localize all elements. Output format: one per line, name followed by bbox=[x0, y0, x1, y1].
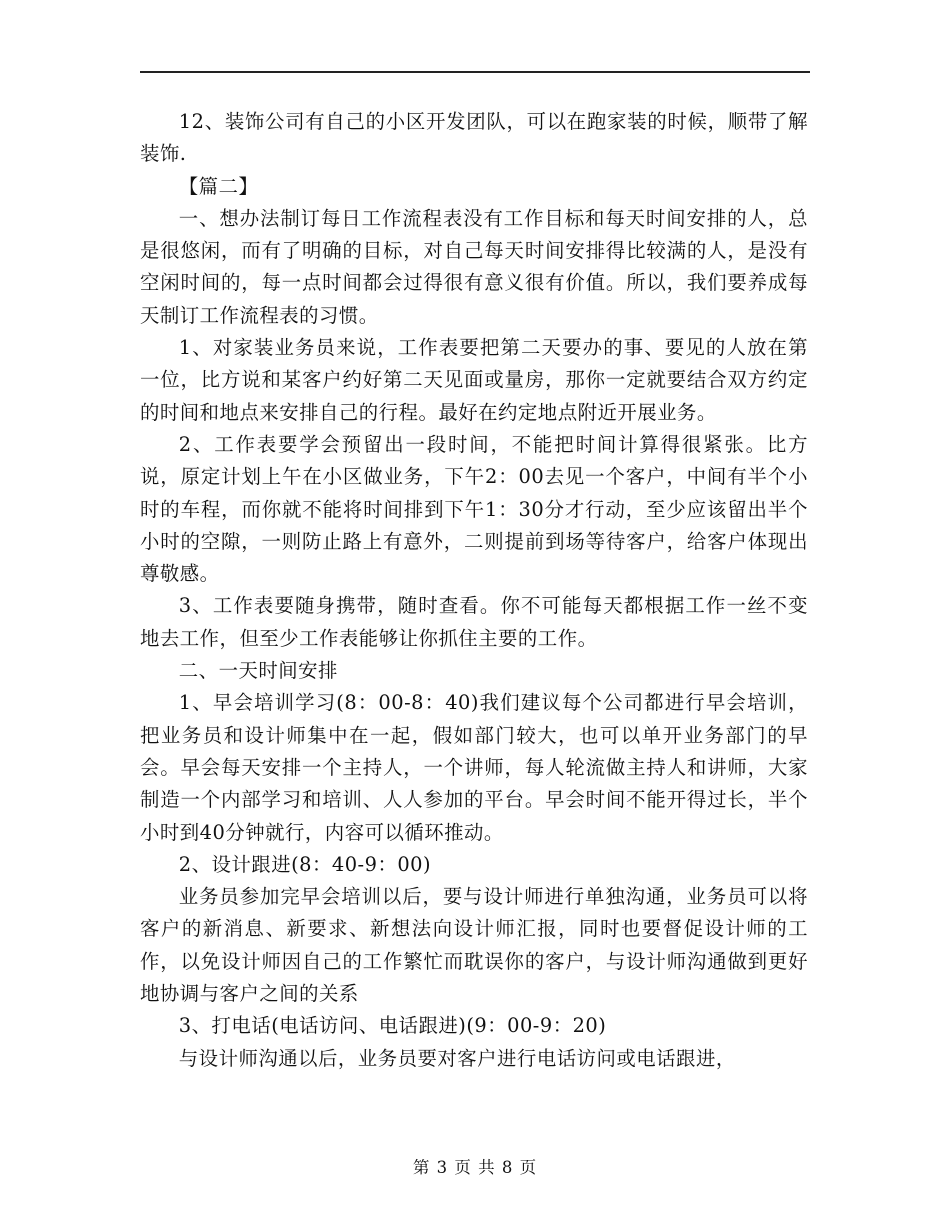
paragraph-phone-calls: 与设计师沟通以后，业务员要对客户进行电话访问或电话跟进， bbox=[178, 1046, 736, 1070]
paragraph-item-12: 12、装饰公司有自己的小区开发团队，可以在跑家装的时候，顺带了解装饰. bbox=[140, 110, 808, 166]
paragraph-design-followup: 业务员参加完早会培训以后，要与设计师进行单独沟通，业务员可以将客户的新消息、新要求、新想法向设计师汇报，同时也要督促设计师的工作，以免设计师因自己的工作繁忙而耽误你的客户，与设计师沟通做到更好地协调与客户之间的关系 bbox=[140, 885, 808, 1006]
document-body bbox=[140, 106, 808, 1075]
subheading-phone-calls: 3、打电话(电话访问、电话跟进)(9：00-9：20) bbox=[178, 1014, 607, 1038]
section-heading-part-two: 【篇二】 bbox=[178, 174, 259, 198]
paragraph-point-2: 2、工作表要学会预留出一段时间，不能把时间计算得很紧张。比方说，原定计划上午在小区做业务，下午2：00去见一个客户，中间有半个小时的车程，而你就不能将时间排到下午1：30分才行动，至少应该留出半个小时的空隙，一则防止路上有意外，二则提前到场等待客户，给客户体现出尊敬感。 bbox=[140, 432, 808, 586]
header-rule bbox=[140, 71, 810, 73]
page-number-footer: 第 3 页 共 8 页 bbox=[412, 1158, 538, 1177]
paragraph-point-1: 1、对家装业务员来说，工作表要把第二天要办的事、要见的人放在第一位，比方说和某客户约好第二天见面或量房，那你一定就要结合双方约定的时间和地点来安排自己的行程。最好在约定地点附近开展业务。 bbox=[140, 336, 808, 424]
paragraph-point-3: 3、工作表要随身携带，随时查看。你不可能每天都根据工作一丝不变地去工作，但至少工作表能够让你抓住主要的工作。 bbox=[140, 594, 808, 650]
section-heading-daily-schedule: 二、一天时间安排 bbox=[178, 659, 338, 683]
paragraph-morning-meeting: 1、早会培训学习(8：00-8：40)我们建议每个公司都进行早会培训，把业务员和设计师集中在一起，假如部门较大，也可以单开业务部门的早会。早会每天安排一个主持人，一个讲师，每人轮流做主持人和讲师，大家制造一个内部学习和培训、人人参加的平台。早会时间不能开得过长，半个小时到40分钟就行，内容可以循环推动。 bbox=[140, 691, 808, 844]
subheading-design-followup: 2、设计跟进(8：40-9：00) bbox=[178, 852, 432, 876]
paragraph-daily-workflow: 一、想办法制订每日工作流程表没有工作目标和每天时间安排的人，总是很悠闲，而有了明确的目标，对自己每天时间安排得比较满的人，是没有空闲时间的，每一点时间都会过得很有意义很有价值。所以，我们要养成每天制订工作流程表的习惯。 bbox=[140, 206, 808, 327]
